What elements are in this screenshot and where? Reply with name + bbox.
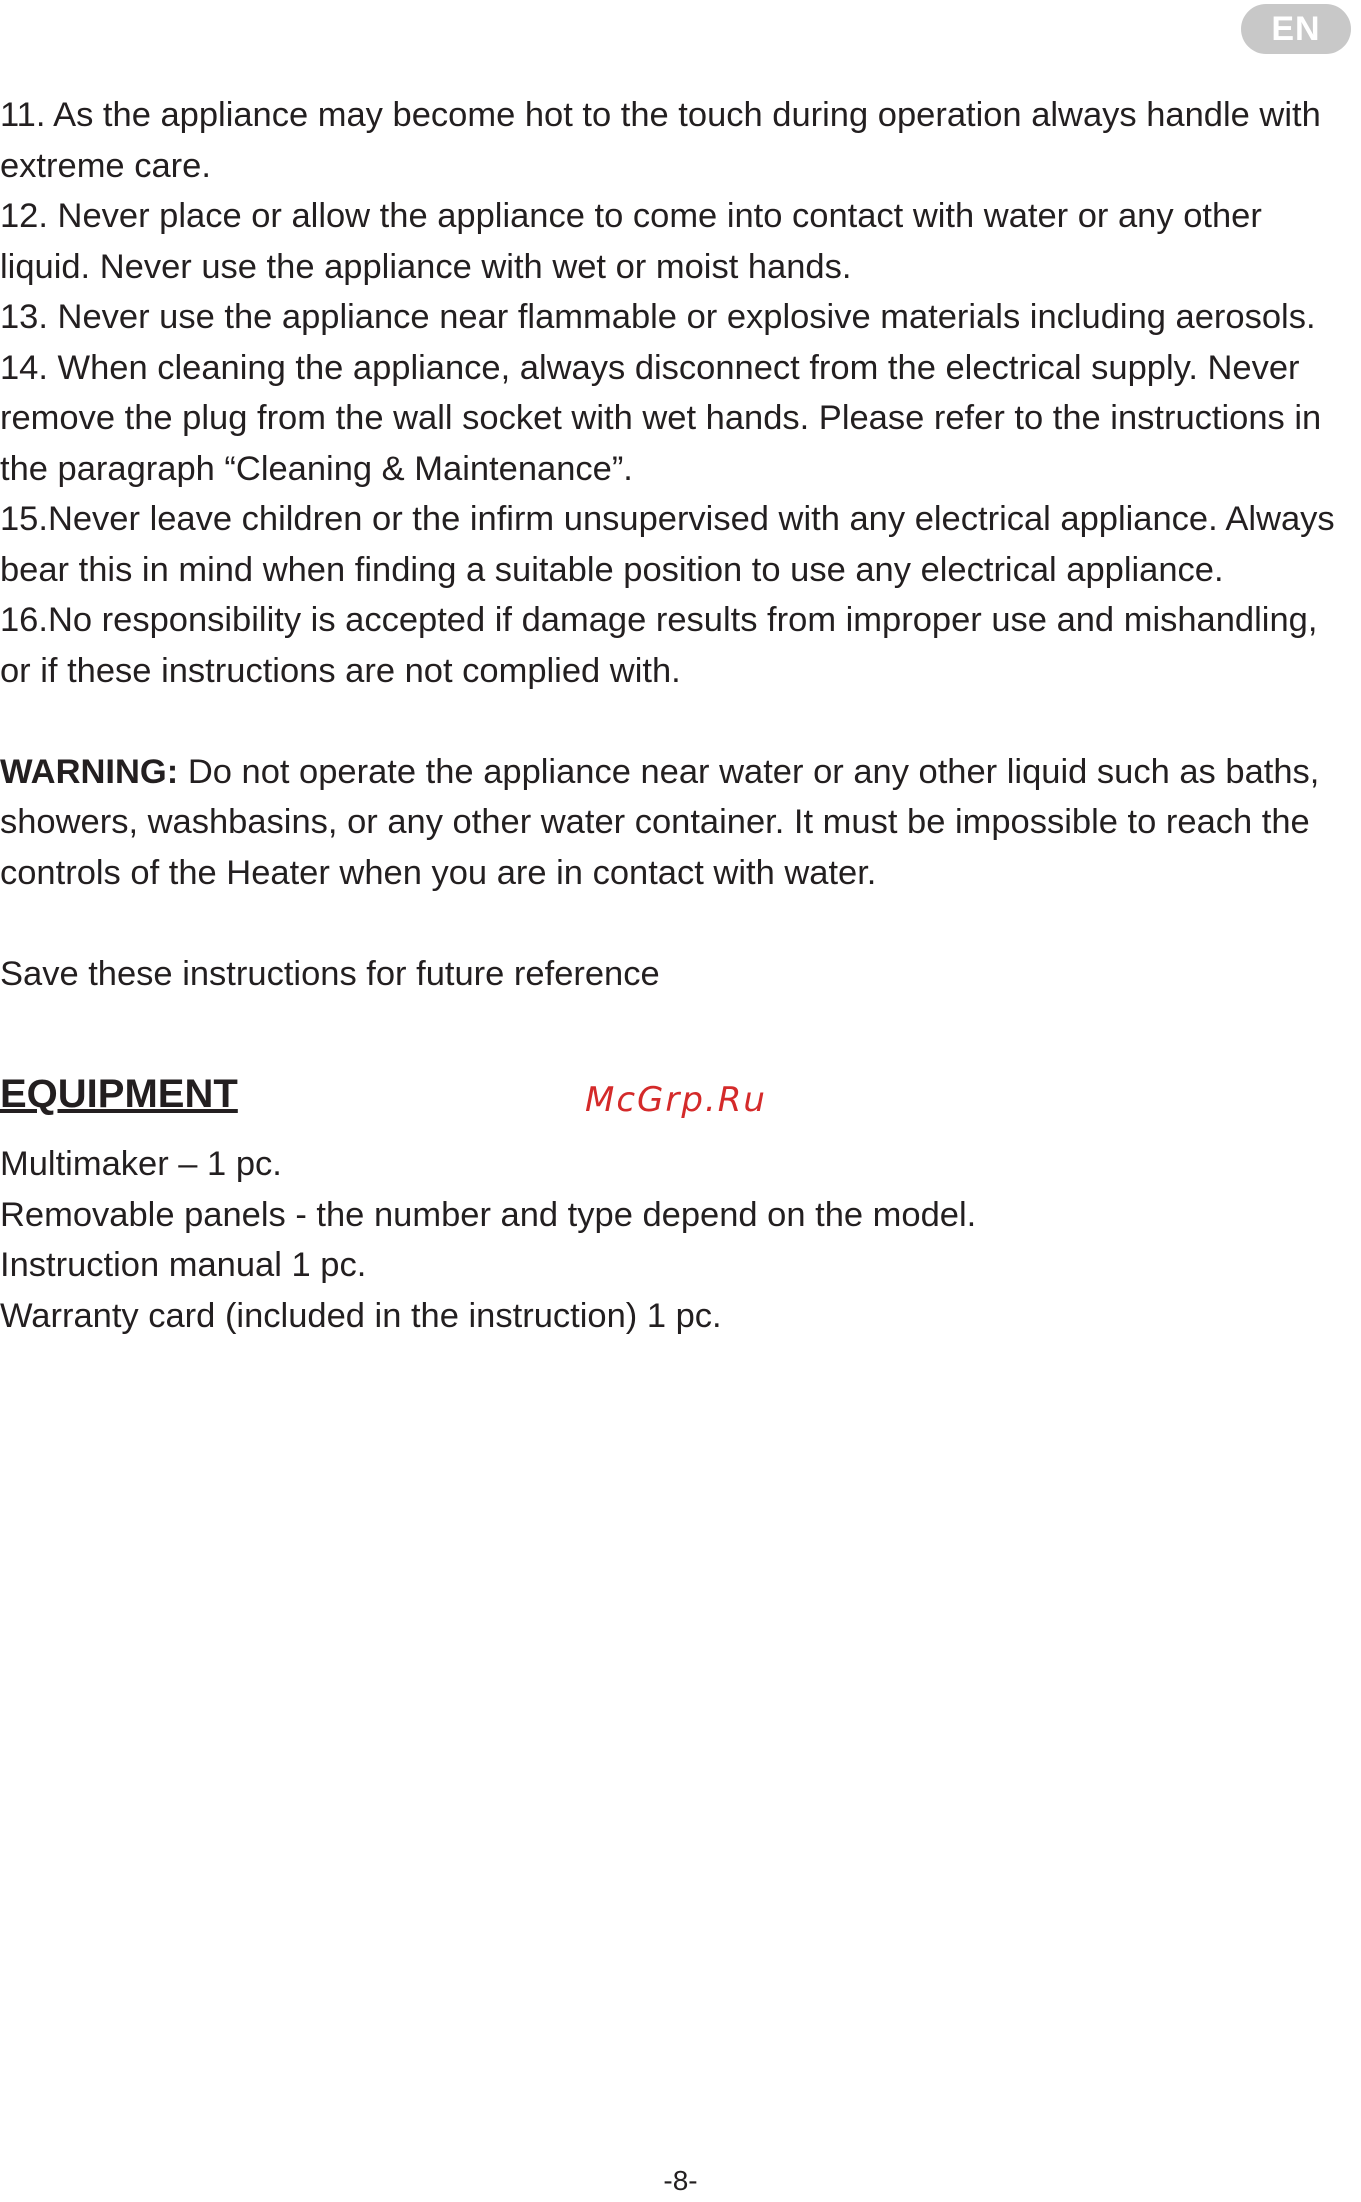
instruction-item-14: 14. When cleaning the appliance, always disconnect from the electrical supply. Never remove the plug from the wall socket with wet hands. Please refer to the instructions in the paragraph “Cleaning & Maintenance”. <box>0 348 1322 488</box>
instruction-item-15: 15.Never leave children or the infirm unsupervised with any electrical appliance. Always bear this in mind when finding a suitable position to use any electrical appliance. <box>0 500 1335 589</box>
equipment-line: Multimaker – 1 pc. <box>0 1145 282 1183</box>
language-badge: EN <box>1241 4 1351 54</box>
equipment-line: Removable panels - the number and type depend on the model. <box>0 1195 977 1234</box>
save-instructions-note: Save these instructions for future reference <box>0 954 660 993</box>
page-number: -8- <box>663 2165 698 2196</box>
instruction-item-13: 13. Never use the appliance near flammable or explosive materials including aerosols. <box>0 298 1316 336</box>
warning-text: Do not operate the appliance near water or any other liquid such as baths, showers, washbasins, or any other water container. It must be impossible to reach the controls of the Heater when you are in contact with water. <box>0 752 1320 892</box>
page-content <box>0 90 1350 1341</box>
equipment-heading: EQUIPMENT <box>0 1072 238 1116</box>
equipment-line: Warranty card (included in the instruction) 1 pc. <box>0 1296 722 1335</box>
watermark-text: McGrp.Ru <box>585 1080 767 1120</box>
warning-label: WARNING: <box>0 752 179 791</box>
instruction-item-11: 11. As the appliance may become hot to the touch during operation always handle with extreme care. <box>0 96 1321 185</box>
equipment-line: Instruction manual 1 pc. <box>0 1246 367 1284</box>
instruction-item-12: 12. Never place or allow the appliance to come into contact with water or any other liquid. Never use the appliance with wet or moist hands. <box>0 197 1262 286</box>
warning-paragraph <box>0 747 1350 899</box>
instruction-item-16: 16.No responsibility is accepted if damage results from improper use and mishandling, or if these instructions are not complied with. <box>0 601 1318 690</box>
